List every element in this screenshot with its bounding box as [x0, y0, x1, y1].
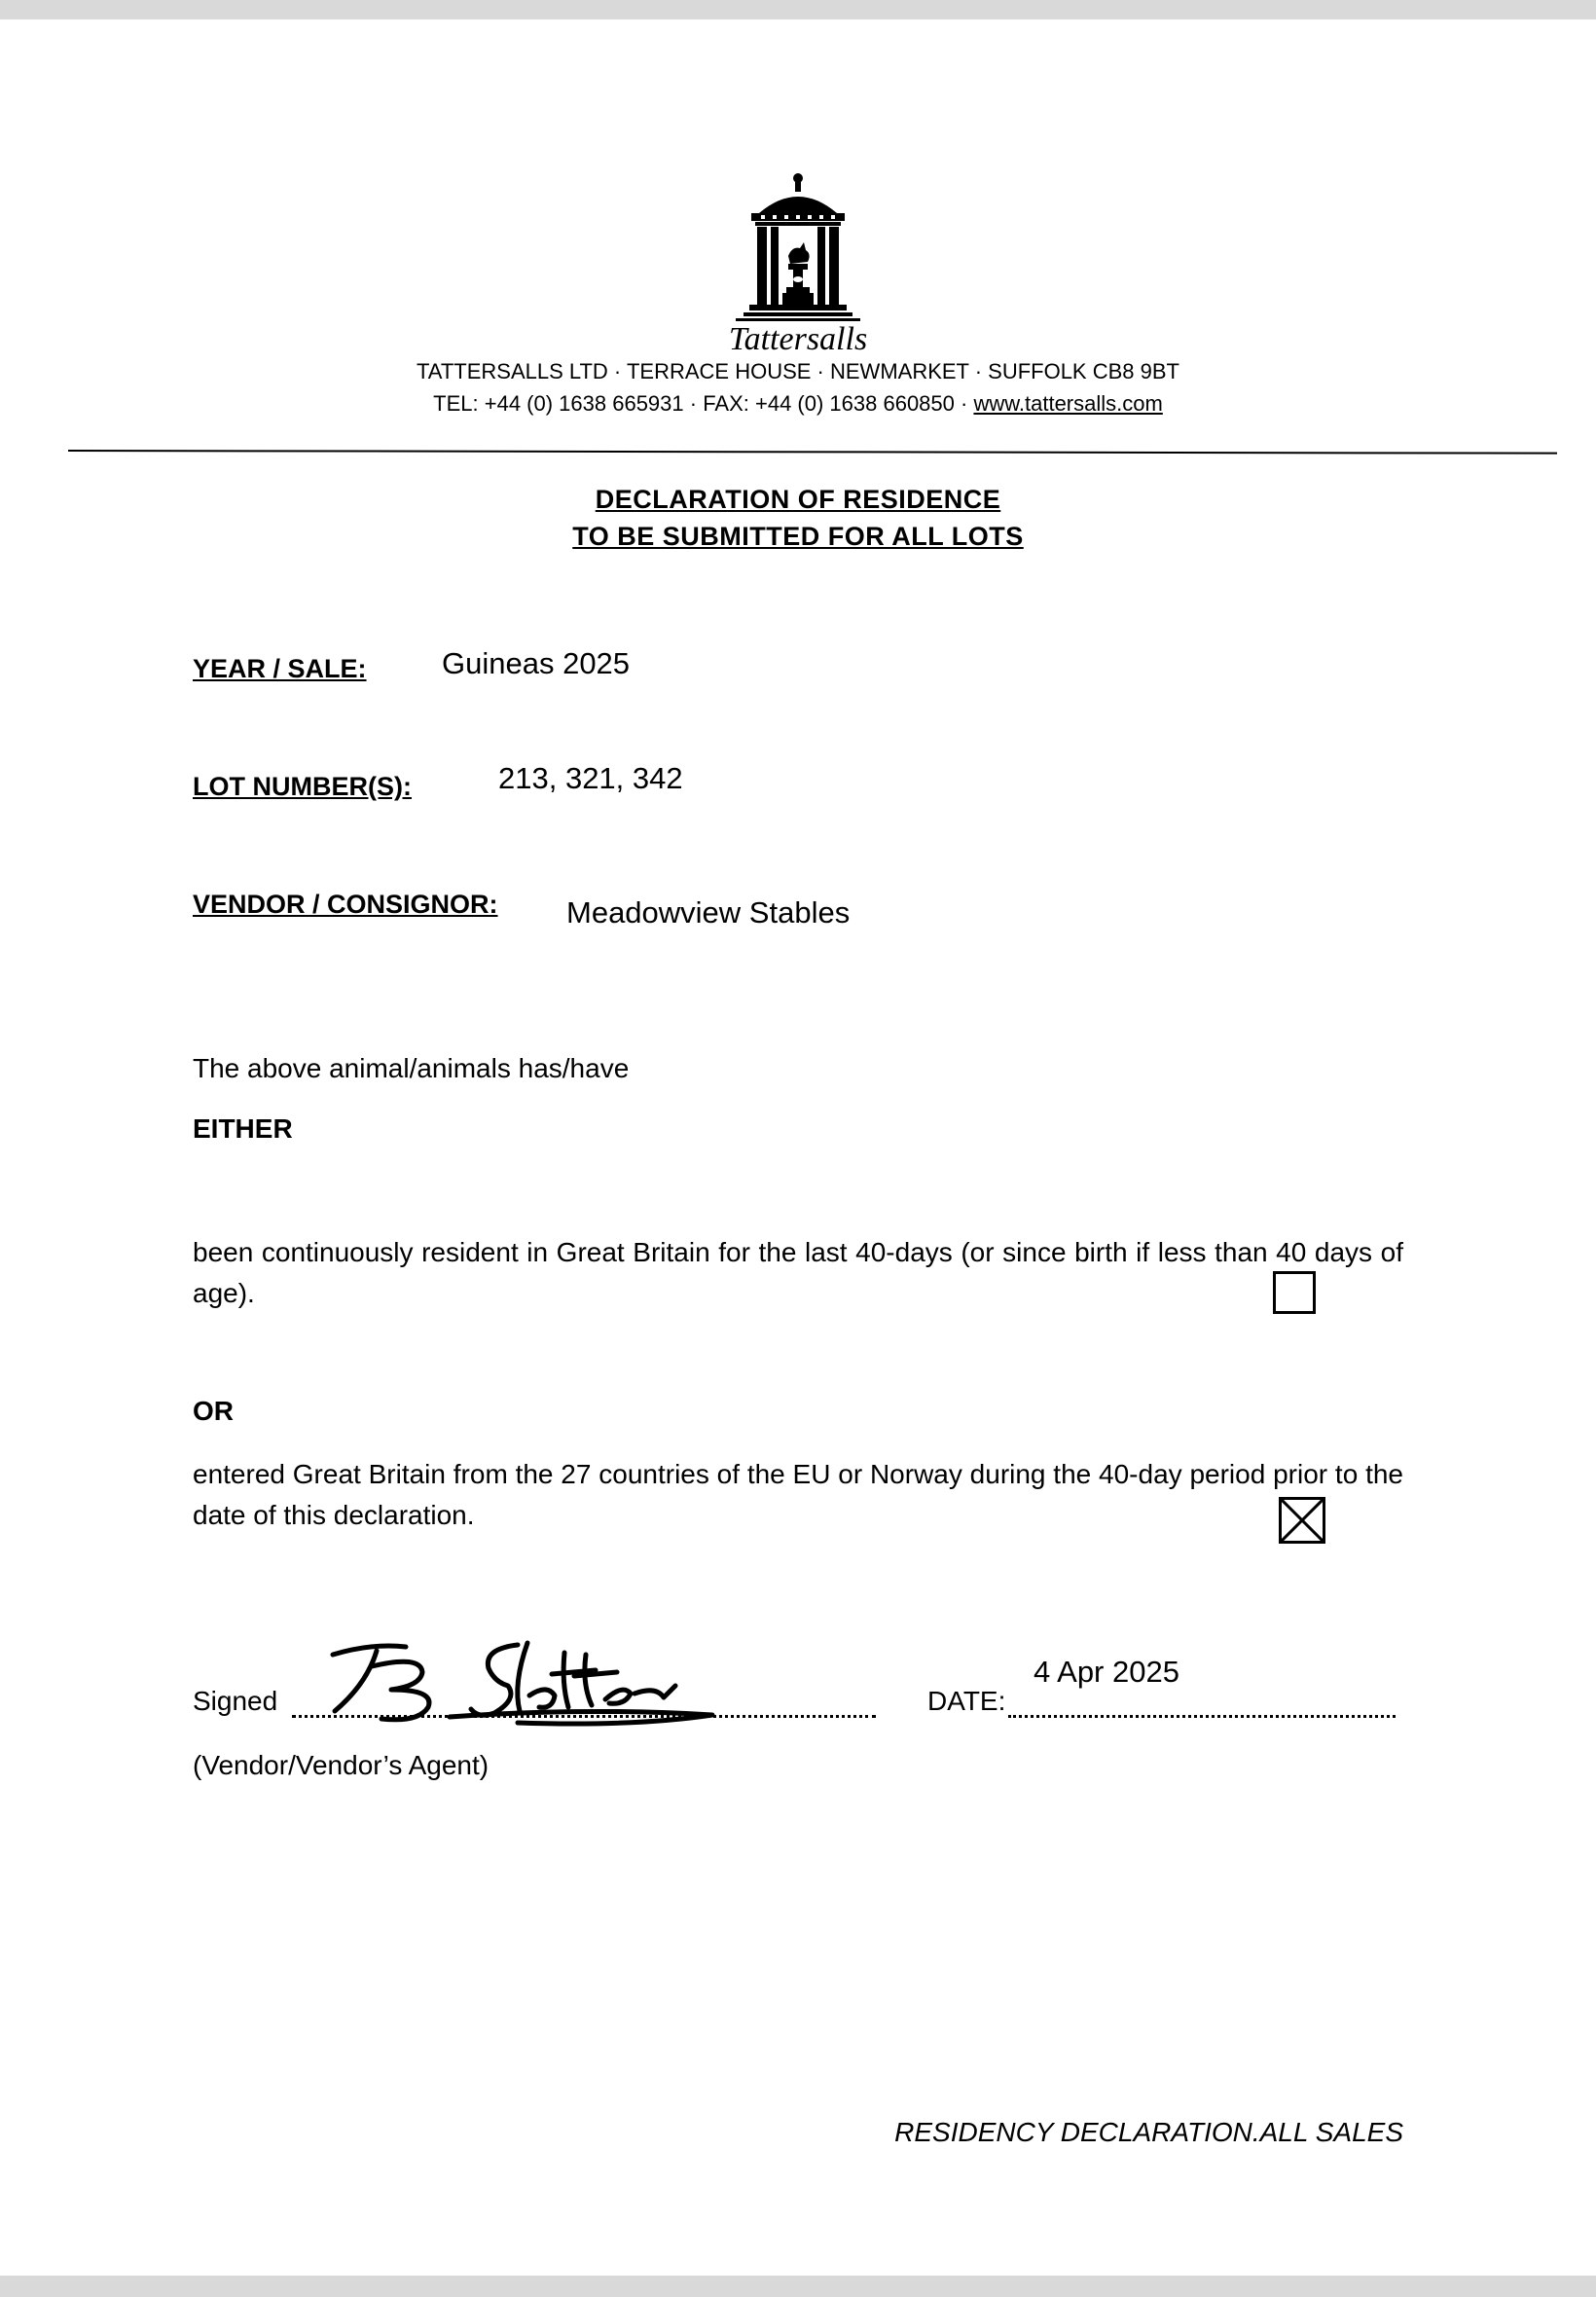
website-link[interactable]: www.tattersalls.com: [973, 391, 1163, 416]
declaration-page: [0, 19, 1596, 2276]
handwritten-signature: [313, 1625, 732, 1732]
lot-numbers-label: LOT NUMBER(S):: [193, 772, 412, 801]
signed-label: Signed: [193, 1686, 278, 1716]
company-address: TATTERSALLS LTD · TERRACE HOUSE · NEWMARKET · SUFFOLK CB8 9BT: [417, 359, 1179, 383]
date-value: 4 Apr 2025: [1034, 1655, 1179, 1689]
option-entered-from-eu: entered Great Britain from the 27 countries of the EU or Norway during the 40-day period prior to the date of this declaration.: [193, 1459, 1403, 1530]
date-label: DATE:: [927, 1686, 1006, 1716]
tattersalls-logo-icon: [732, 170, 864, 336]
or-label: OR: [193, 1396, 234, 1426]
header-divider: [68, 450, 1557, 455]
option-continuous-residence: been continuously resident in Great Britain for the last 40-days (or since birth if less than 40 days of age).: [193, 1237, 1403, 1308]
document-subtitle: TO BE SUBMITTED FOR ALL LOTS: [572, 522, 1024, 551]
company-contact: [0, 391, 1596, 417]
vendor-value: Meadowview Stables: [566, 895, 851, 930]
date-line: [1008, 1715, 1396, 1718]
intro-text: The above animal/animals has/have: [193, 1053, 630, 1083]
vendor-label: VENDOR / CONSIGNOR:: [193, 890, 498, 919]
checkbox-cross-icon: [1282, 1500, 1323, 1541]
document-title: DECLARATION OF RESIDENCE: [595, 485, 1001, 514]
entered-from-eu-checkbox[interactable]: [1279, 1497, 1325, 1544]
contact-phone-fax: TEL: +44 (0) 1638 665931 · FAX: +44 (0) 1638 660850 ·: [433, 391, 974, 416]
form-reference: RESIDENCY DECLARATION.ALL SALES: [894, 2117, 1403, 2147]
year-sale-label: YEAR / SALE:: [193, 654, 367, 683]
lot-numbers-value: 213, 321, 342: [498, 761, 683, 795]
signer-role: (Vendor/Vendor’s Agent): [193, 1750, 490, 1780]
either-label: EITHER: [193, 1113, 293, 1144]
brand-name: Tattersalls: [728, 321, 868, 357]
continuous-residence-checkbox[interactable]: [1273, 1271, 1316, 1314]
year-sale-value: Guineas 2025: [442, 646, 631, 680]
